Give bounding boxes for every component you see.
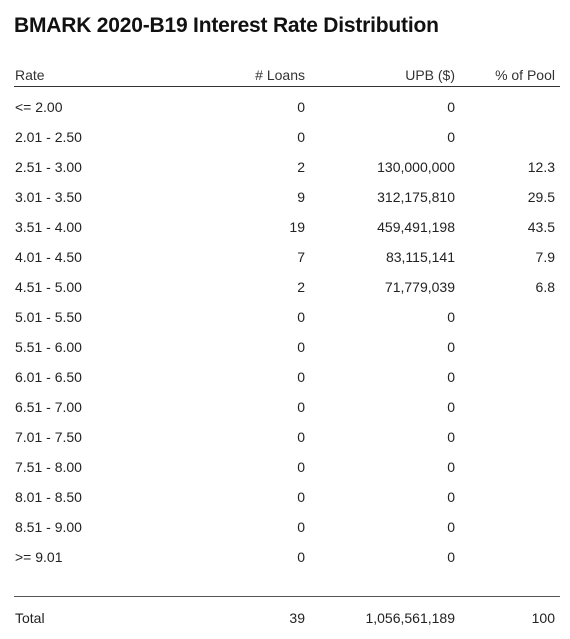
total-label: Total bbox=[15, 610, 45, 626]
cell-loans: 0 bbox=[297, 99, 305, 115]
total-pool: 100 bbox=[531, 610, 555, 626]
cell-loans: 0 bbox=[297, 429, 305, 445]
table-body bbox=[14, 87, 560, 572]
total-row bbox=[14, 597, 560, 637]
cell-loans: 0 bbox=[297, 129, 305, 145]
header-rate: Rate bbox=[15, 67, 45, 83]
table-row bbox=[14, 332, 560, 362]
total-upb: 1,056,561,189 bbox=[365, 610, 455, 626]
cell-loans: 0 bbox=[297, 369, 305, 385]
table-row bbox=[14, 212, 560, 242]
cell-rate: 3.51 - 4.00 bbox=[15, 219, 82, 235]
cell-upb: 459,491,198 bbox=[377, 219, 455, 235]
cell-rate: 3.01 - 3.50 bbox=[15, 189, 82, 205]
cell-rate: 8.51 - 9.00 bbox=[15, 519, 82, 535]
cell-pool: 43.5 bbox=[527, 219, 555, 235]
cell-rate: 5.51 - 6.00 bbox=[15, 339, 82, 355]
cell-rate: 5.01 - 5.50 bbox=[15, 309, 82, 325]
cell-upb: 0 bbox=[447, 519, 455, 535]
total-section bbox=[14, 596, 560, 637]
header-upb: UPB ($) bbox=[405, 67, 455, 83]
table-row bbox=[14, 422, 560, 452]
cell-pool: 12.3 bbox=[527, 159, 555, 175]
header-pool: % of Pool bbox=[495, 67, 555, 83]
cell-loans: 0 bbox=[297, 309, 305, 325]
cell-loans: 19 bbox=[289, 219, 305, 235]
table-row bbox=[14, 152, 560, 182]
cell-upb: 0 bbox=[447, 339, 455, 355]
cell-loans: 0 bbox=[297, 489, 305, 505]
cell-rate: >= 9.01 bbox=[15, 549, 63, 565]
cell-loans: 0 bbox=[297, 519, 305, 535]
table-row bbox=[14, 272, 560, 302]
cell-loans: 7 bbox=[297, 249, 305, 265]
cell-pool: 6.8 bbox=[535, 279, 555, 295]
table-row bbox=[14, 122, 560, 152]
cell-pool: 29.5 bbox=[527, 189, 555, 205]
cell-upb: 0 bbox=[447, 309, 455, 325]
cell-upb: 83,115,141 bbox=[385, 249, 455, 265]
table-row bbox=[14, 542, 560, 572]
page-title: BMARK 2020-B19 Interest Rate Distribution bbox=[14, 14, 439, 37]
cell-rate: 4.01 - 4.50 bbox=[15, 249, 82, 265]
cell-loans: 0 bbox=[297, 399, 305, 415]
cell-rate: 6.51 - 7.00 bbox=[15, 399, 82, 415]
table-row bbox=[14, 92, 560, 122]
rate-distribution-table bbox=[14, 64, 560, 572]
table-row bbox=[14, 182, 560, 212]
cell-pool: 7.9 bbox=[535, 249, 555, 265]
cell-loans: 0 bbox=[297, 339, 305, 355]
table-header bbox=[14, 64, 560, 87]
cell-upb: 0 bbox=[447, 399, 455, 415]
table-row bbox=[14, 362, 560, 392]
cell-upb: 312,175,810 bbox=[377, 189, 455, 205]
cell-rate: 7.51 - 8.00 bbox=[15, 459, 82, 475]
cell-upb: 0 bbox=[447, 459, 455, 475]
table-row bbox=[14, 482, 560, 512]
cell-rate: 4.51 - 5.00 bbox=[15, 279, 82, 295]
cell-upb: 0 bbox=[447, 429, 455, 445]
cell-rate: 7.01 - 7.50 bbox=[15, 429, 82, 445]
table-row bbox=[14, 302, 560, 332]
cell-rate: 2.51 - 3.00 bbox=[15, 159, 82, 175]
cell-loans: 2 bbox=[297, 159, 305, 175]
header-loans: # Loans bbox=[255, 67, 305, 83]
table-row bbox=[14, 512, 560, 542]
cell-loans: 9 bbox=[297, 189, 305, 205]
cell-loans: 0 bbox=[297, 549, 305, 565]
cell-upb: 0 bbox=[447, 99, 455, 115]
cell-upb: 0 bbox=[447, 129, 455, 145]
cell-rate: 6.01 - 6.50 bbox=[15, 369, 82, 385]
cell-rate: 2.01 - 2.50 bbox=[15, 129, 82, 145]
table-row bbox=[14, 452, 560, 482]
cell-upb: 0 bbox=[447, 489, 455, 505]
cell-upb: 0 bbox=[447, 369, 455, 385]
total-loans: 39 bbox=[289, 610, 305, 626]
table-row bbox=[14, 242, 560, 272]
cell-loans: 2 bbox=[297, 279, 305, 295]
cell-upb: 130,000,000 bbox=[377, 159, 455, 175]
cell-rate: <= 2.00 bbox=[15, 99, 63, 115]
cell-upb: 0 bbox=[447, 549, 455, 565]
cell-upb: 71,779,039 bbox=[384, 279, 455, 295]
table-row bbox=[14, 392, 560, 422]
cell-rate: 8.01 - 8.50 bbox=[15, 489, 82, 505]
cell-loans: 0 bbox=[297, 459, 305, 475]
